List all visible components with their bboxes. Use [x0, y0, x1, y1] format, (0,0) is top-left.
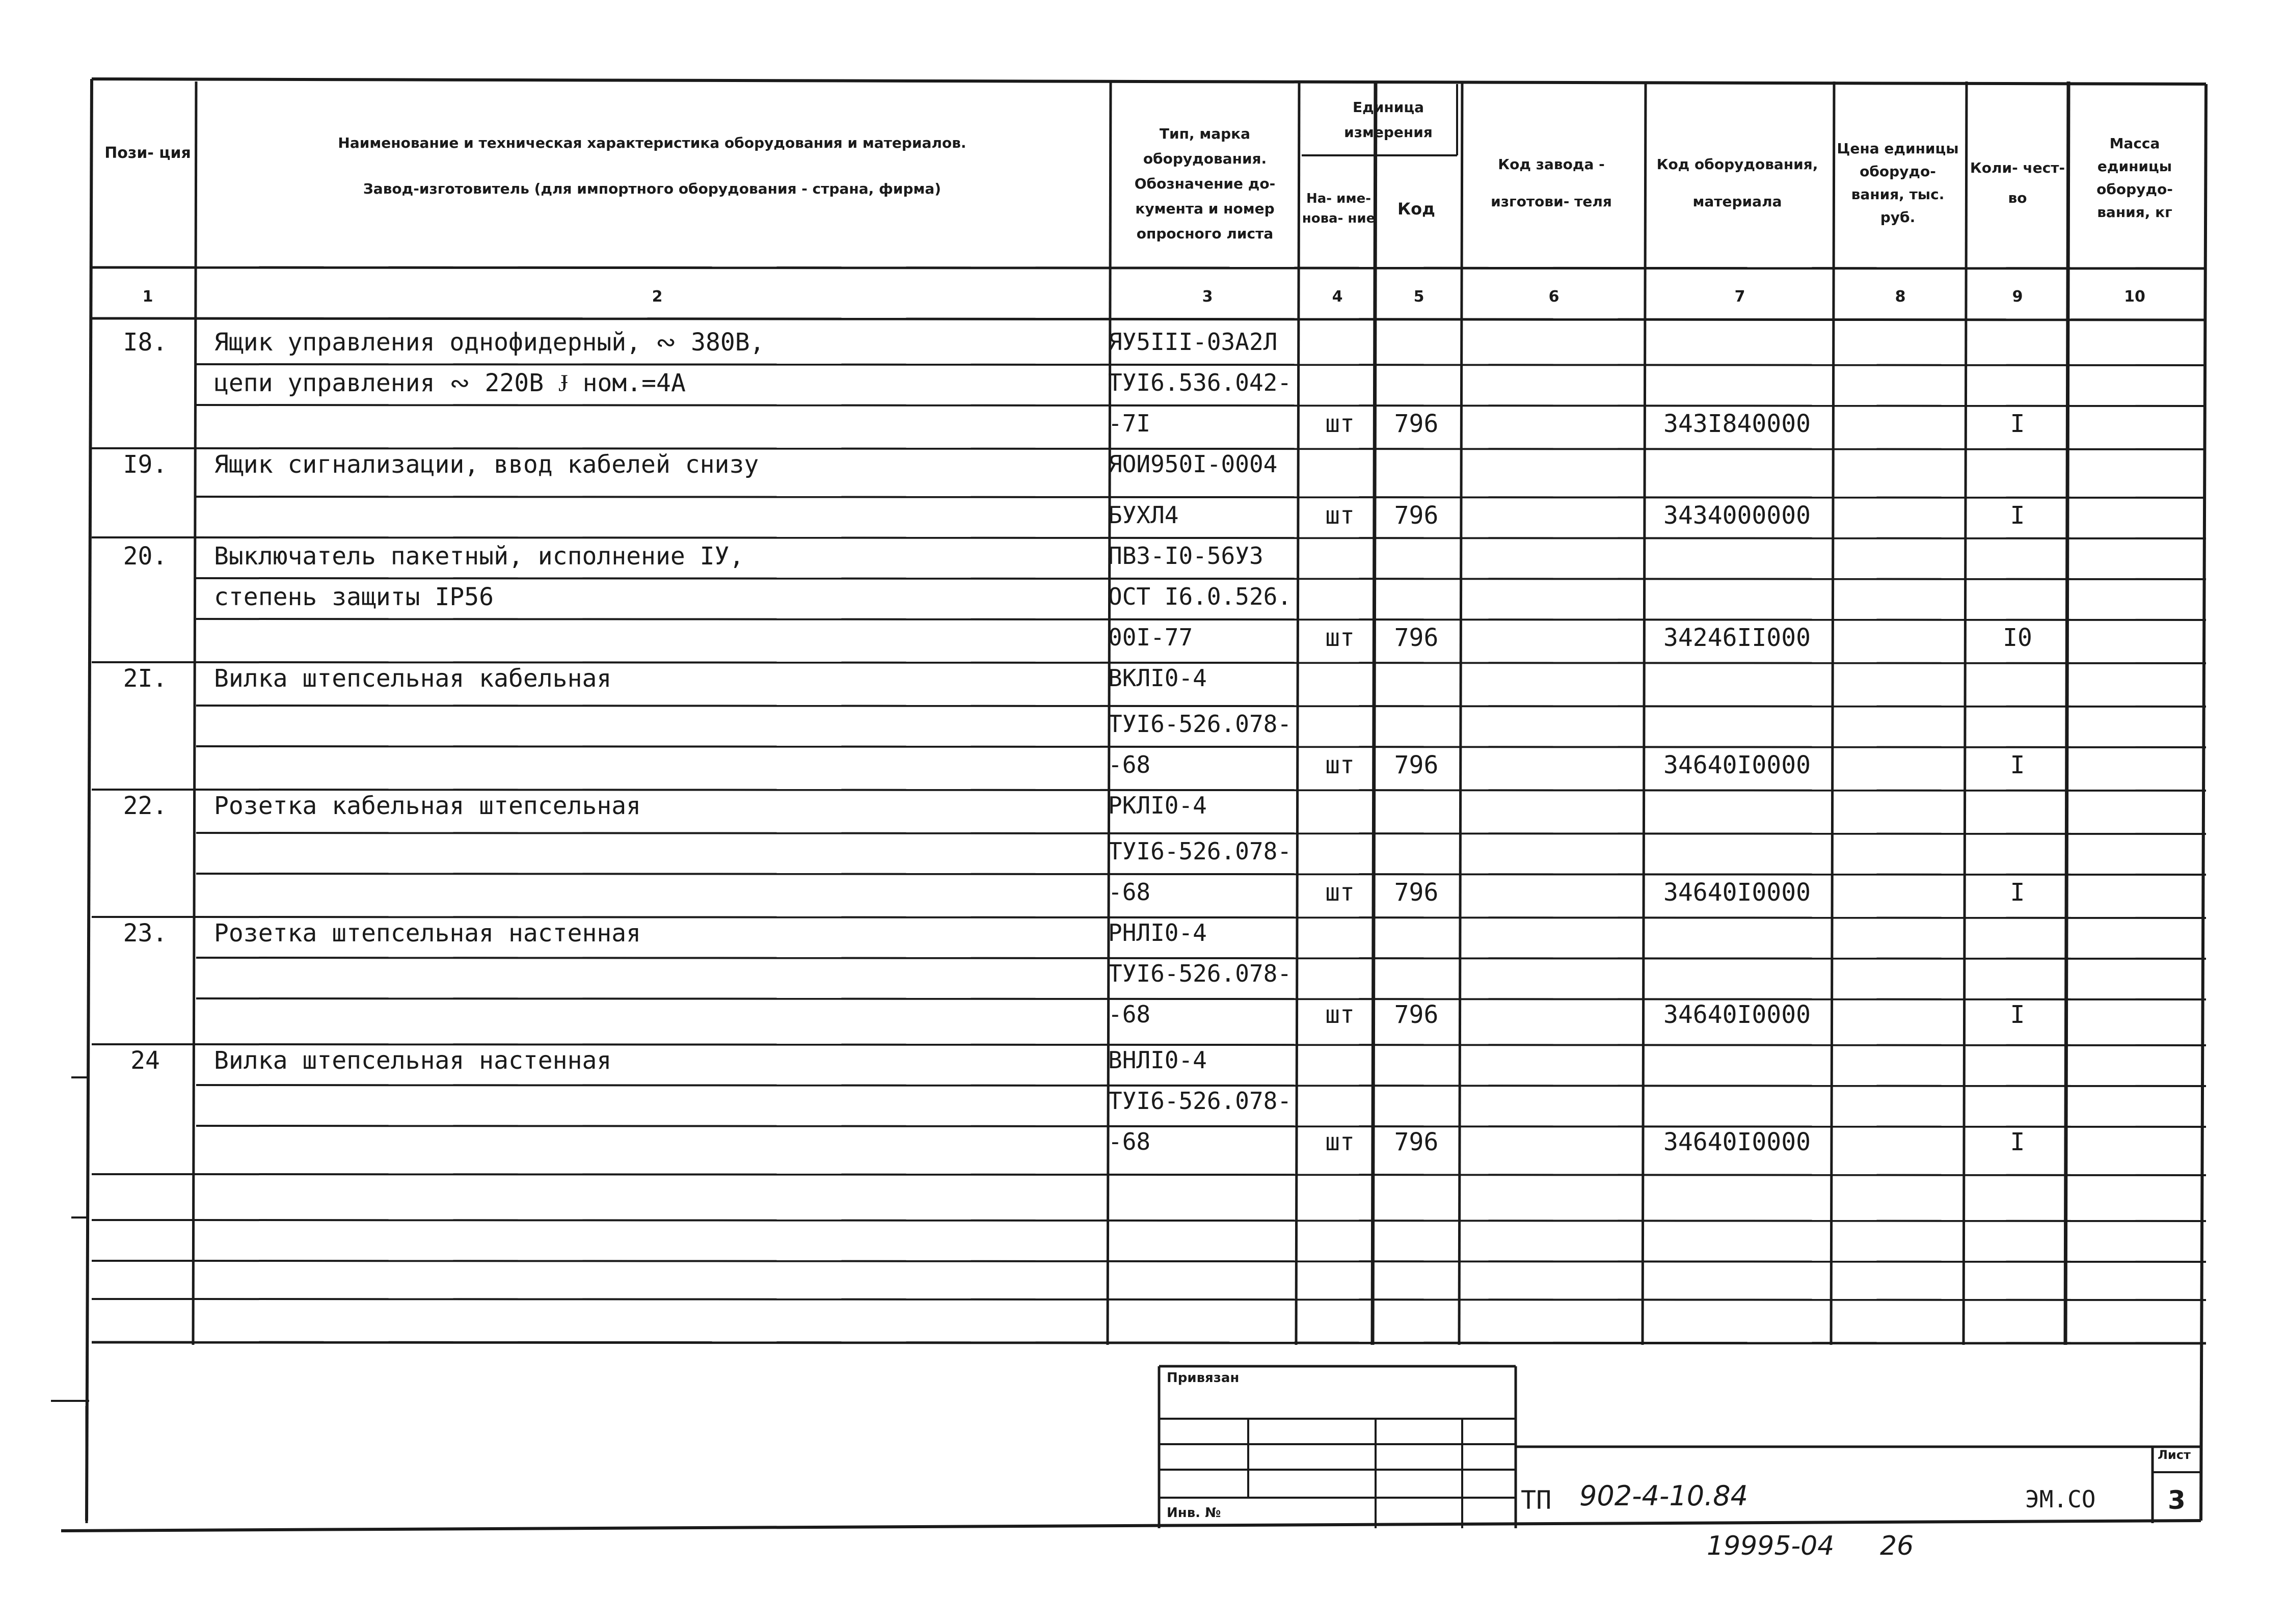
bottom-note-page: 26: [1880, 1531, 1914, 1561]
row-unit-name: шт: [1325, 624, 1355, 652]
row-type-mark: ПВЗ-I0-56УЗ: [1108, 542, 1263, 570]
column-number-10: 10: [2124, 288, 2145, 306]
row-quantity: I: [2010, 751, 2025, 779]
row-type-mark: БУХЛ4: [1108, 501, 1179, 529]
row-item-name: цепи управления ∾ 220В Ɉ ном.=4А: [214, 369, 686, 397]
row-item-name: Вилка штепсельная кабельная: [214, 664, 612, 693]
stamp-inventory-label: Инв. №: [1167, 1505, 1221, 1521]
row-type-mark: -7I: [1108, 410, 1151, 437]
row-material-code: 3434000000: [1663, 501, 1811, 530]
row-unit-code: 796: [1394, 410, 1439, 438]
stamp-privyazan-label: Привязан: [1167, 1370, 1240, 1386]
row-material-code: 34640I0000: [1663, 1128, 1811, 1156]
header-name-line1: Наименование и техническая характеристика оборудования и материалов.: [338, 134, 966, 151]
column-number-5: 5: [1413, 288, 1424, 306]
row-item-name: Выключатель пакетный, исполнение IУ,: [214, 542, 744, 571]
row-type-mark: РНЛI0-4: [1108, 919, 1207, 946]
header-name-line2: Завод-изготовитель (для импортного оборудования - страна, фирма): [363, 180, 942, 197]
header-price: Цена единицы оборудо- вания, тыс. руб.: [1837, 140, 1959, 226]
header-mass: Масса единицы оборудо- вания, кг: [2096, 135, 2173, 221]
row-quantity: I: [2010, 1128, 2025, 1156]
row-position: 20.: [123, 542, 168, 571]
row-type-mark: ВКЛI0-4: [1108, 664, 1207, 692]
row-type-mark: ОСТ I6.0.526.: [1108, 583, 1292, 610]
row-unit-name: шт: [1325, 751, 1355, 779]
row-item-name: Вилка штепсельная настенная: [214, 1046, 612, 1075]
row-item-name: степень защиты IP56: [214, 583, 494, 611]
row-unit-name: шт: [1325, 1000, 1355, 1029]
row-type-mark: ТУI6-526.078-: [1108, 1087, 1292, 1115]
row-material-code: 343I840000: [1663, 410, 1811, 438]
row-item-name: Розетка штепсельная настенная: [214, 919, 641, 948]
row-position: 2I.: [123, 664, 168, 693]
header-position: Пози- ция: [104, 144, 191, 162]
row-unit-code: 796: [1394, 1128, 1439, 1156]
column-number-7: 7: [1734, 288, 1745, 306]
row-position: 23.: [123, 919, 168, 948]
row-position: I8.: [123, 328, 168, 357]
header-unit-group: Единица измерения: [1344, 99, 1433, 141]
row-unit-code: 796: [1394, 751, 1439, 779]
header-unit-code: Код: [1397, 199, 1435, 219]
row-quantity: I0: [2003, 624, 2032, 652]
row-unit-name: шт: [1325, 1128, 1355, 1156]
column-number-4: 4: [1332, 288, 1343, 306]
header-type: Тип, марка оборудования. Обозначение до- кумента и номер опросного листа: [1134, 125, 1276, 242]
stamp-sheet-number: 3: [2168, 1485, 2186, 1515]
row-item-name: Розетка кабельная штепсельная: [214, 792, 641, 820]
header-material-code: Код оборудования, материала: [1656, 156, 1818, 210]
column-number-6: 6: [1548, 288, 1559, 306]
stamp-tp-prefix: ТП: [1521, 1485, 1552, 1515]
row-position: I9.: [123, 450, 168, 479]
stamp-document-number: 902-4-10.84: [1579, 1480, 1748, 1512]
row-type-mark: ТУI6-526.078-: [1108, 960, 1292, 987]
row-material-code: 34640I0000: [1663, 878, 1811, 907]
row-position: 24: [130, 1046, 160, 1075]
row-type-mark: ТУI6.536.042-: [1108, 369, 1292, 396]
stamp-sheet-label: Лист: [2158, 1448, 2191, 1462]
header-unit-name: На- име- нова- ние: [1302, 191, 1376, 226]
row-type-mark: 00I-77: [1108, 624, 1193, 651]
column-number-8: 8: [1895, 288, 1906, 306]
row-unit-name: шт: [1325, 878, 1355, 907]
row-type-mark: -68: [1108, 1000, 1151, 1028]
stamp-document-code: ЭМ.СО: [2025, 1485, 2096, 1513]
row-item-name: Ящик сигнализации, ввод кабелей снизу: [214, 450, 759, 479]
row-type-mark: -68: [1108, 1128, 1151, 1155]
column-number-9: 9: [2012, 288, 2023, 306]
row-type-mark: ЯУ5III-03А2Л: [1108, 328, 1278, 356]
row-material-code: 34640I0000: [1663, 1000, 1811, 1029]
column-number-3: 3: [1202, 288, 1213, 306]
column-number-2: 2: [652, 288, 663, 306]
row-unit-code: 796: [1394, 624, 1439, 652]
row-type-mark: -68: [1108, 751, 1151, 778]
row-quantity: I: [2010, 410, 2025, 438]
row-type-mark: ТУI6-526.078-: [1108, 710, 1292, 738]
row-unit-name: шт: [1325, 501, 1355, 530]
row-unit-code: 796: [1394, 501, 1439, 530]
row-type-mark: -68: [1108, 878, 1151, 906]
row-item-name: Ящик управления однофидерный, ∾ 380В,: [214, 328, 765, 357]
row-quantity: I: [2010, 1000, 2025, 1029]
bottom-note-archive: 19995-04: [1707, 1531, 1835, 1561]
row-position: 22.: [123, 792, 168, 820]
row-material-code: 34246II000: [1663, 624, 1811, 652]
row-type-mark: РКЛI0-4: [1108, 792, 1207, 819]
header-quantity: Коли- чест- во: [1970, 159, 2065, 206]
row-unit-code: 796: [1394, 1000, 1439, 1029]
row-material-code: 34640I0000: [1663, 751, 1811, 779]
row-type-mark: ТУI6-526.078-: [1108, 837, 1292, 865]
row-quantity: I: [2010, 501, 2025, 530]
row-unit-code: 796: [1394, 878, 1439, 907]
row-quantity: I: [2010, 878, 2025, 907]
header-factory-code: Код завода - изготови- теля: [1491, 156, 1612, 210]
row-unit-name: шт: [1325, 410, 1355, 438]
column-number-1: 1: [142, 288, 153, 306]
row-type-mark: ЯОИ950I-0004: [1108, 450, 1278, 478]
row-type-mark: ВНЛI0-4: [1108, 1046, 1207, 1074]
